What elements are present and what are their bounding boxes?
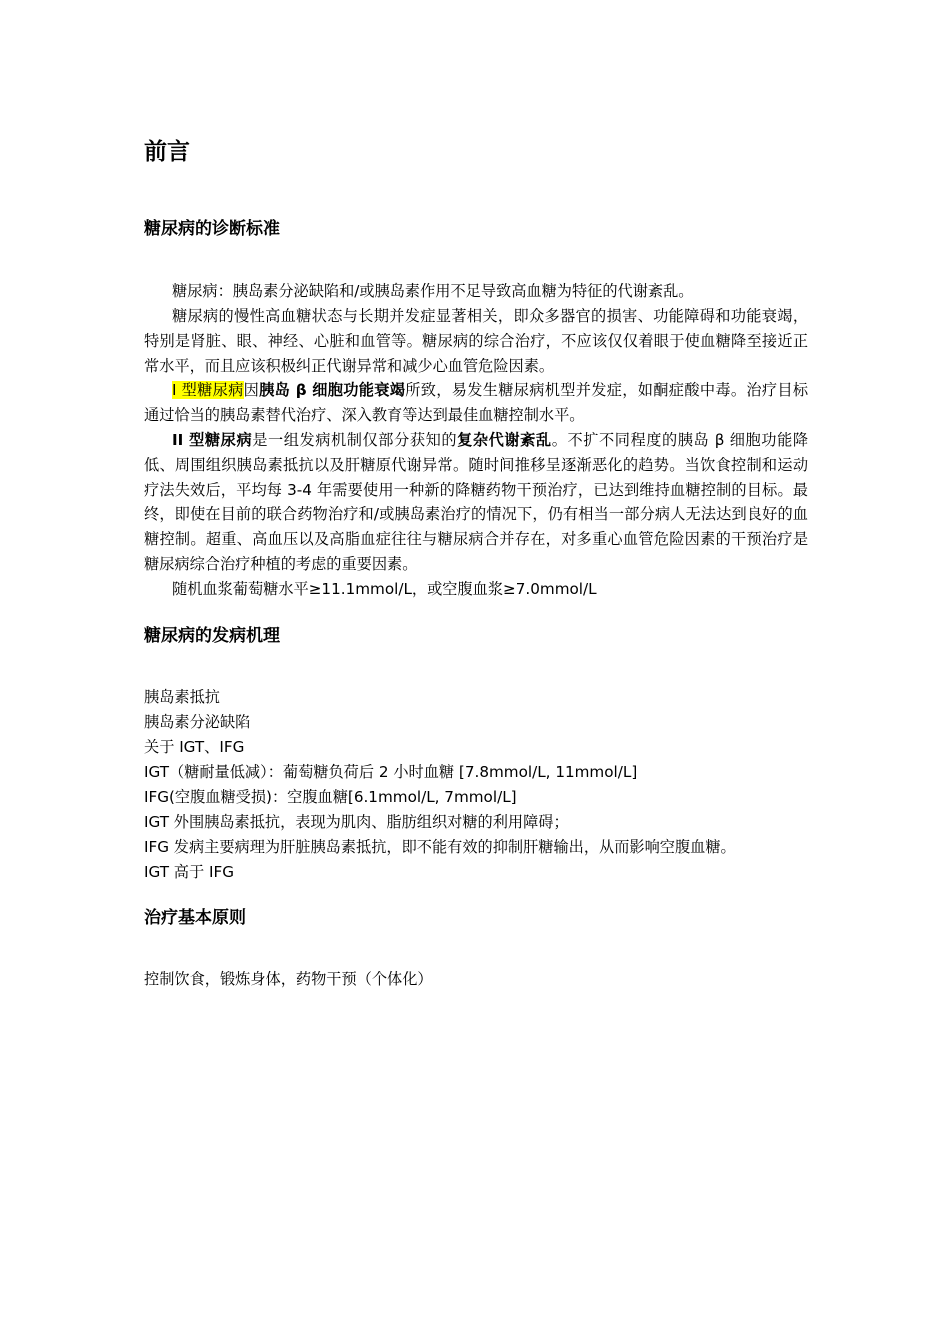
mechanism-line: IGT（糖耐量低减）：葡萄糖负荷后 2 小时血糖 [7.8mmol/L, 11mmol/L]	[144, 763, 638, 781]
mechanism-line: 关于 IGT、IFG	[144, 738, 245, 756]
paragraph-definition: 糖尿病：胰岛素分泌缺陷和/或胰岛素作用不足导致高血糖为特征的代谢紊乱。	[172, 282, 694, 300]
type2-bold-term: II 型糖尿病	[172, 431, 253, 449]
type2-text-1: 是一组发病机制仅部分获知的	[252, 431, 458, 449]
paragraph-type2	[144, 428, 808, 577]
mechanism-line: 胰岛素分泌缺陷	[144, 713, 251, 731]
section-heading-diagnosis: 糖尿病的诊断标准	[144, 219, 280, 239]
type2-bold-disorder: 复杂代谢紊乱	[457, 431, 552, 449]
type1-text-2: 所致，易发生糖尿病机型并发症，如酮症酸中毒。治疗目标通过恰当的胰岛素替代治疗、深入教育等达到最佳血糖控制水平。	[144, 381, 809, 424]
section-heading-mechanism: 糖尿病的发病机理	[144, 626, 280, 646]
type2-text-2: 。不扩不同程度的胰岛 β 细胞功能降低、周围组织胰岛素抵抗以及肝糖原代谢异常。随时间推移呈逐渐恶化的趋势。当饮食控制和运动疗法失效后，平均每 3-4 年需要使用一种新的降糖药物干预治疗，已达到维持血糖控制的目标。最终，即使在目前的联合药物治疗和/或胰岛素治疗的情况下，仍有相当一部分病人无法达到良好的血糖控制。超重、高血压以及高脂血症往往与糖尿病合并存在，对多重心血管危险因素的干预治疗是糖尿病综合治疗种植的考虑的重要因素。	[144, 431, 809, 573]
mechanism-line: IGT 高于 IFG	[144, 863, 234, 881]
paragraph-glucose-threshold: 随机血浆葡萄糖水平≥11.1mmol/L，或空腹血浆≥7.0mmol/L	[172, 580, 597, 598]
mechanism-line: IFG 发病主要病理为肝脏胰岛素抵抗，即不能有效的抑制肝糖输出，从而影响空腹血糖。	[144, 838, 736, 856]
type1-text-1: 因	[243, 381, 260, 399]
type1-bold-cause: 胰岛 β 细胞功能衰竭	[259, 381, 406, 399]
section-heading-treatment: 治疗基本原则	[144, 908, 246, 928]
paragraph-type1	[144, 378, 808, 428]
mechanism-line: IGT 外围胰岛素抵抗，表现为肌肉、脂肪组织对糖的利用障碍；	[144, 813, 569, 831]
mechanism-line: 胰岛素抵抗	[144, 688, 220, 706]
treatment-principles: 控制饮食，锻炼身体，药物干预（个体化）	[144, 970, 433, 988]
paragraph-chronic-complications: 糖尿病的慢性高血糖状态与长期并发症显著相关，即众多器官的损害、功能障碍和功能衰竭，特别是肾脏、眼、神经、心脏和血管等。糖尿病的综合治疗，不应该仅仅着眼于使血糖降至接近正常水平，而且应该积极纠正代谢异常和减少心血管危险因素。	[144, 307, 808, 375]
type1-highlight: I 型糖尿病	[172, 381, 244, 399]
mechanism-line: IFG(空腹血糖受损)：空腹血糖[6.1mmol/L, 7mmol/L]	[144, 788, 517, 806]
page-title: 前言	[144, 139, 190, 165]
